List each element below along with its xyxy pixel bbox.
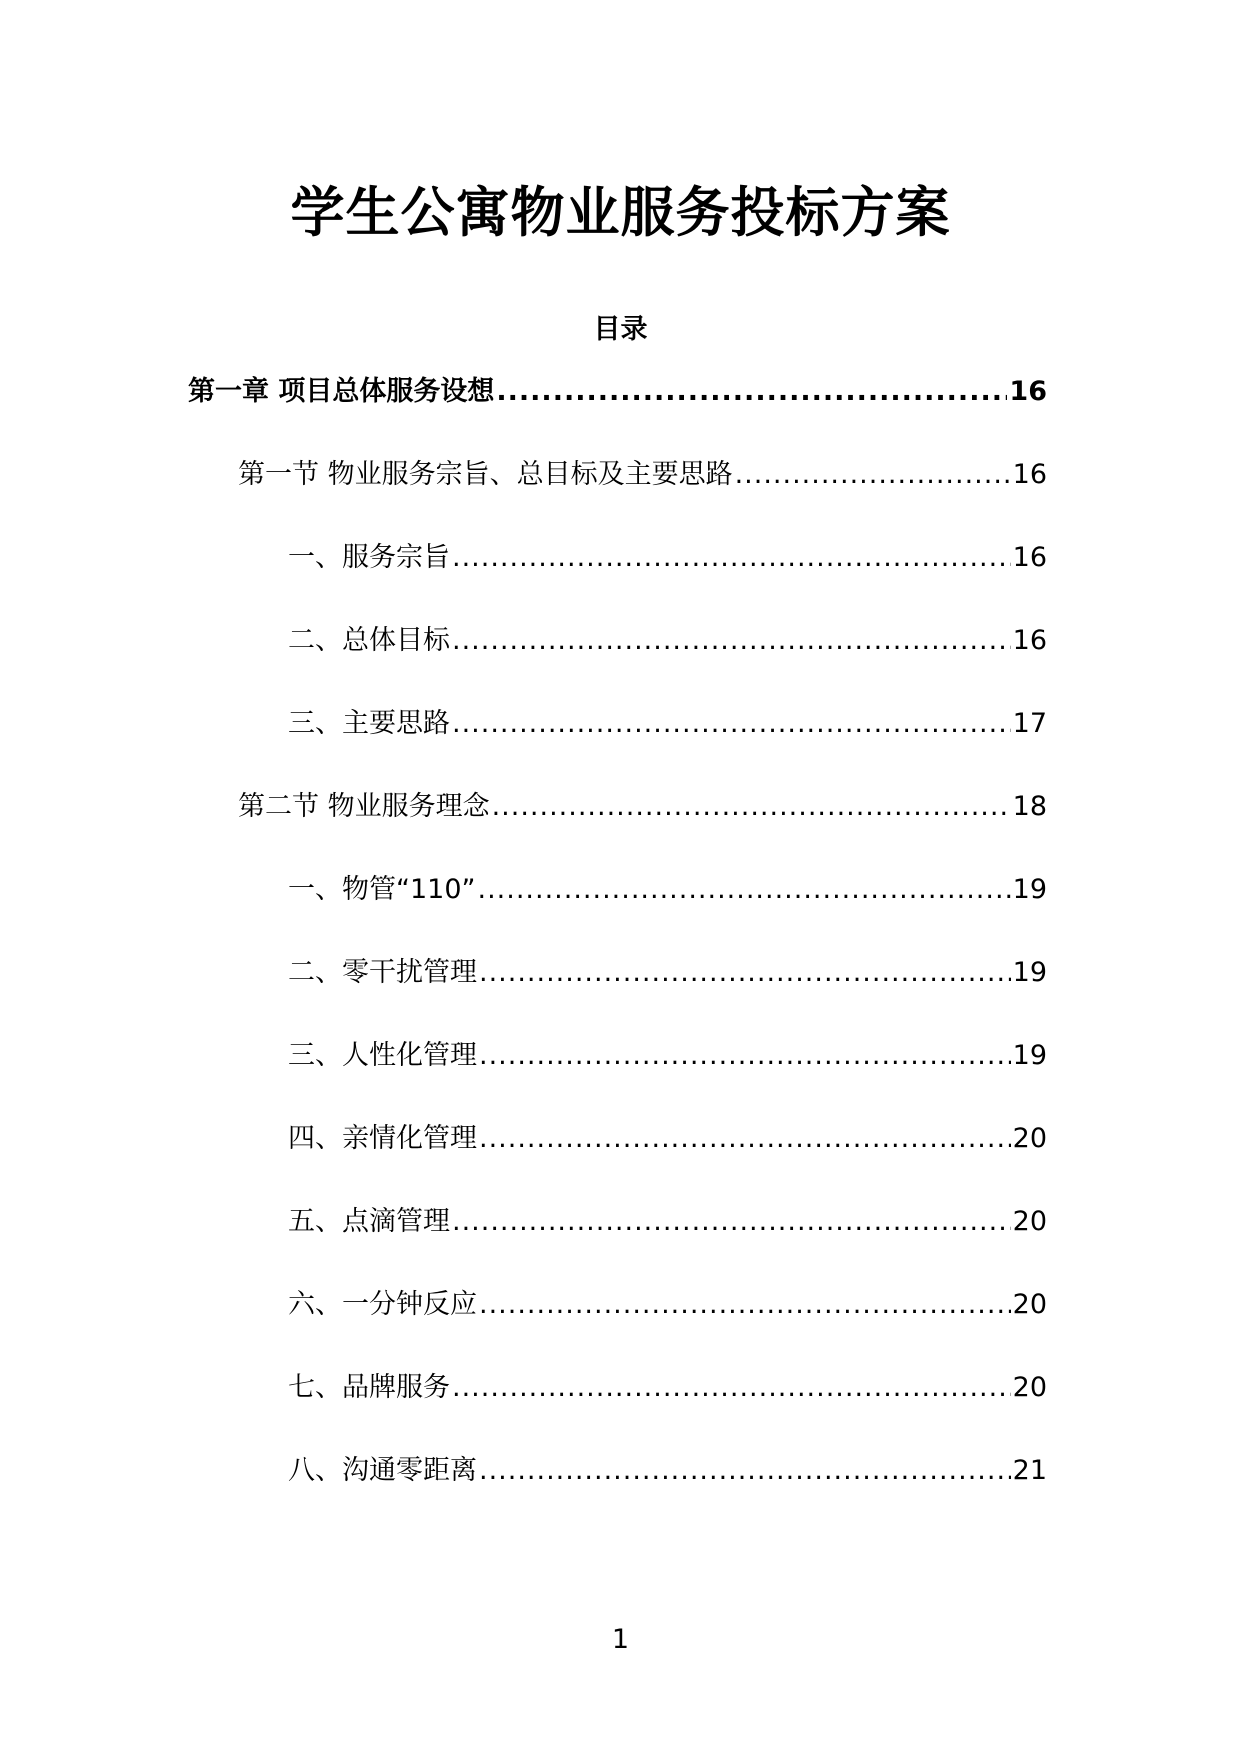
toc-entry-label: 七、品牌服务 xyxy=(288,1372,450,1403)
document-title: 学生公寓物业服务投标方案 xyxy=(290,181,951,244)
toc-leader-dots xyxy=(479,1451,1011,1491)
toc-entry-page: 20 xyxy=(1012,1372,1047,1403)
toc-entry[interactable] xyxy=(288,621,1047,661)
toc-entry-page: 16 xyxy=(1009,376,1047,407)
toc-entry-label: 二、总体目标 xyxy=(288,625,450,656)
toc-entry-label: 六、一分钟反应 xyxy=(288,1289,477,1320)
toc-entry[interactable] xyxy=(288,1285,1047,1325)
toc-heading: 目录 xyxy=(593,314,648,345)
toc-entry-label: 八、沟通零距离 xyxy=(288,1455,477,1486)
toc-entry-label: 第一章 项目总体服务设想 xyxy=(188,376,495,407)
toc-entry-page: 20 xyxy=(1012,1123,1047,1154)
toc-leader-dots xyxy=(452,538,1011,578)
toc-entry-label: 第二节 物业服务理念 xyxy=(238,791,490,822)
toc-entry[interactable] xyxy=(288,953,1047,993)
toc-entry-page: 19 xyxy=(1012,1040,1047,1071)
toc-entry-label: 二、零干扰管理 xyxy=(288,957,477,988)
toc-entry-label: 三、主要思路 xyxy=(288,708,450,739)
toc-entry-label: 五、点滴管理 xyxy=(288,1206,450,1237)
toc-entry-label: 四、亲情化管理 xyxy=(288,1123,477,1154)
toc-entry-page: 19 xyxy=(1012,874,1047,905)
toc-entry[interactable] xyxy=(288,1202,1047,1242)
toc-entry[interactable] xyxy=(288,538,1047,578)
toc-entry-label: 第一节 物业服务宗旨、总目标及主要思路 xyxy=(238,459,733,490)
toc-entry-page: 16 xyxy=(1012,542,1047,573)
toc-entry-page: 16 xyxy=(1012,625,1047,656)
toc-leader-dots xyxy=(478,870,1011,910)
toc-leader-dots xyxy=(452,621,1011,661)
toc-entry[interactable] xyxy=(288,1036,1047,1076)
toc-entry[interactable] xyxy=(288,870,1047,910)
toc-entry-label: 一、服务宗旨 xyxy=(288,542,450,573)
toc-leader-dots xyxy=(479,1285,1011,1325)
toc-entry-page: 19 xyxy=(1012,957,1047,988)
toc-entry-page: 20 xyxy=(1012,1206,1047,1237)
toc-entry-label: 一、物管“110” xyxy=(288,874,476,905)
toc-entry-page: 18 xyxy=(1012,791,1047,822)
toc-leader-dots xyxy=(452,1202,1011,1242)
toc-entry-page: 16 xyxy=(1012,459,1047,490)
toc-entry-label: 三、人性化管理 xyxy=(288,1040,477,1071)
toc-leader-dots xyxy=(735,455,1011,495)
toc-entry[interactable] xyxy=(288,704,1047,744)
toc-leader-dots xyxy=(452,704,1011,744)
toc-entry[interactable] xyxy=(238,455,1047,495)
toc-entry[interactable] xyxy=(288,1368,1047,1408)
toc-leader-dots xyxy=(492,787,1011,827)
toc-leader-dots xyxy=(479,1119,1011,1159)
page-number: 1 xyxy=(611,1624,630,1655)
toc-leader-dots xyxy=(479,1036,1011,1076)
toc-entry-page: 21 xyxy=(1012,1455,1047,1486)
toc-leader-dots xyxy=(496,372,1007,412)
toc-leader-dots xyxy=(479,953,1011,993)
toc-entry[interactable] xyxy=(288,1451,1047,1491)
toc-entry-page: 17 xyxy=(1012,708,1047,739)
toc-leader-dots xyxy=(452,1368,1011,1408)
toc-entry[interactable] xyxy=(188,372,1047,412)
toc-entry-page: 20 xyxy=(1012,1289,1047,1320)
toc-entry[interactable] xyxy=(288,1119,1047,1159)
toc-entry[interactable] xyxy=(238,787,1047,827)
